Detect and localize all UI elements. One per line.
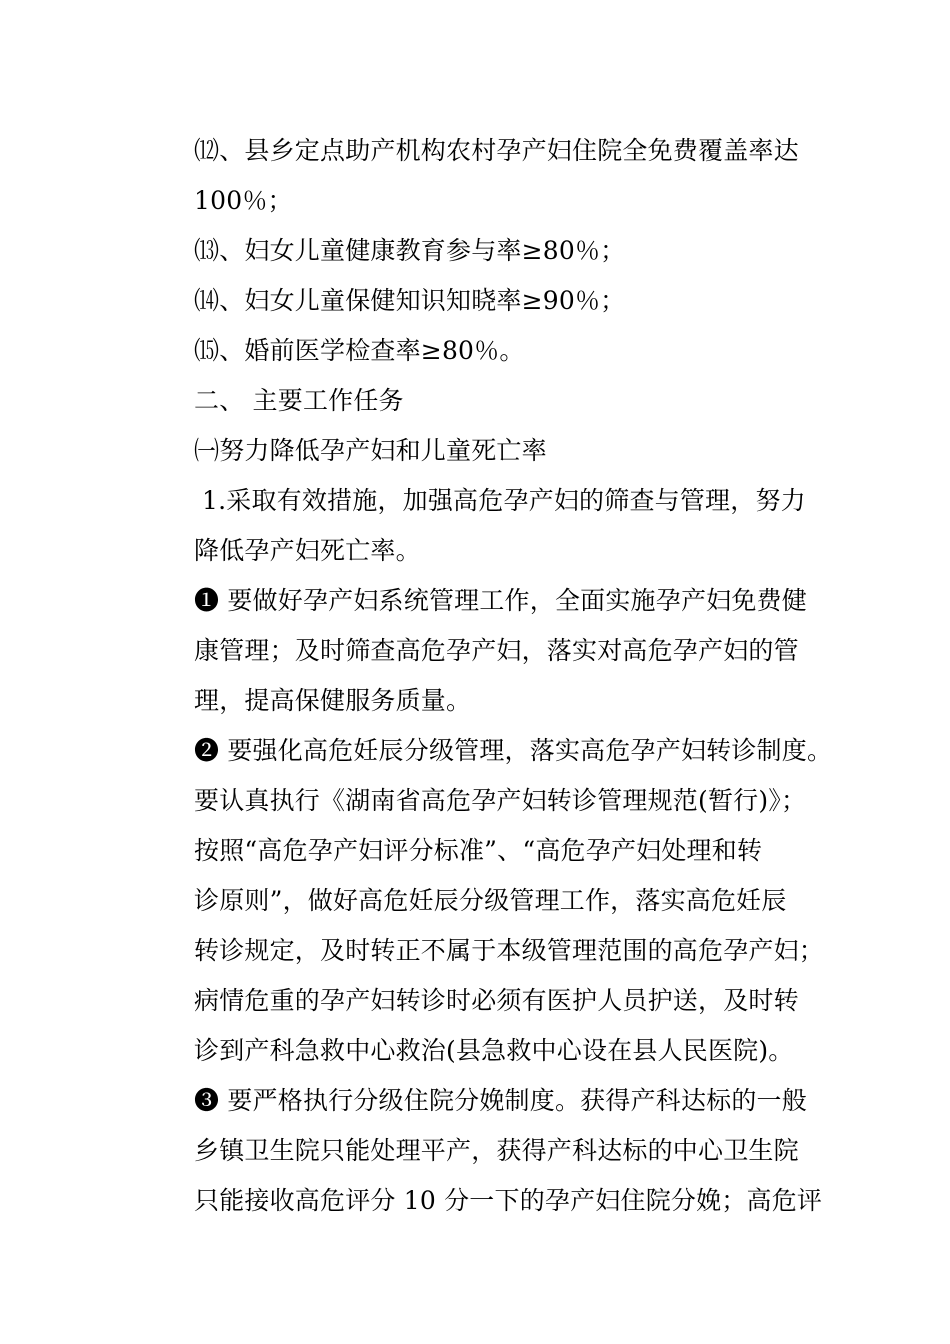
text-line: 只能接收高危评分 10 分一下的孕产妇住院分娩；高危评 <box>194 1186 823 1215</box>
text-line: 乡镇卫生院只能处理平产，获得产科达标的中心卫生院 <box>194 1136 799 1165</box>
text-line: 康管理；及时筛查高危孕产妇，落实对高危孕产妇的管 <box>194 636 799 665</box>
text-line: ❸ 要严格执行分级住院分娩制度。获得产科达标的一般 <box>194 1086 807 1115</box>
text-line: 诊原则”，做好高危妊辰分级管理工作，落实高危妊辰 <box>194 886 787 915</box>
text-line: ⑿、县乡定点助产机构农村孕产妇住院全免费覆盖率达 <box>194 136 799 165</box>
text-line: ❷ 要强化高危妊辰分级管理，落实高危孕产妇转诊制度。 <box>194 736 833 765</box>
text-line: ⒂、婚前医学检查率≥80％。 <box>194 336 525 365</box>
text-line: 降低孕产妇死亡率。 <box>194 536 421 565</box>
subsection-heading: ㈠努力降低孕产妇和儿童死亡率 <box>194 436 547 465</box>
text-line: 100％； <box>194 186 293 215</box>
text-line: 诊到产科急救中心救治(县急救中心设在县人民医院)。 <box>194 1036 794 1065</box>
text-line: 转诊规定，及时转正不属于本级管理范围的高危孕产妇； <box>194 936 825 965</box>
text-line: 要认真执行《湖南省高危孕产妇转诊管理规范(暂行)》； <box>194 786 807 815</box>
text-line: 理，提高保健服务质量。 <box>194 686 472 715</box>
text-line: ⒀、妇女儿童健康教育参与率≥80％； <box>194 236 626 265</box>
document-body <box>194 126 834 1226</box>
text-line: 1.采取有效措施，加强高危孕产妇的筛查与管理，努力 <box>202 486 806 515</box>
text-line: ⒁、妇女儿童保健知识知晓率≥90％； <box>194 286 626 315</box>
section-heading: 二、 主要工作任务 <box>194 386 404 415</box>
text-line: 病情危重的孕产妇转诊时必须有医护人员护送，及时转 <box>194 986 799 1015</box>
text-line: ❶ 要做好孕产妇系统管理工作，全面实施孕产妇免费健 <box>194 586 807 615</box>
text-line: 按照“高危孕产妇评分标准”、“高危孕产妇处理和转 <box>194 836 763 865</box>
